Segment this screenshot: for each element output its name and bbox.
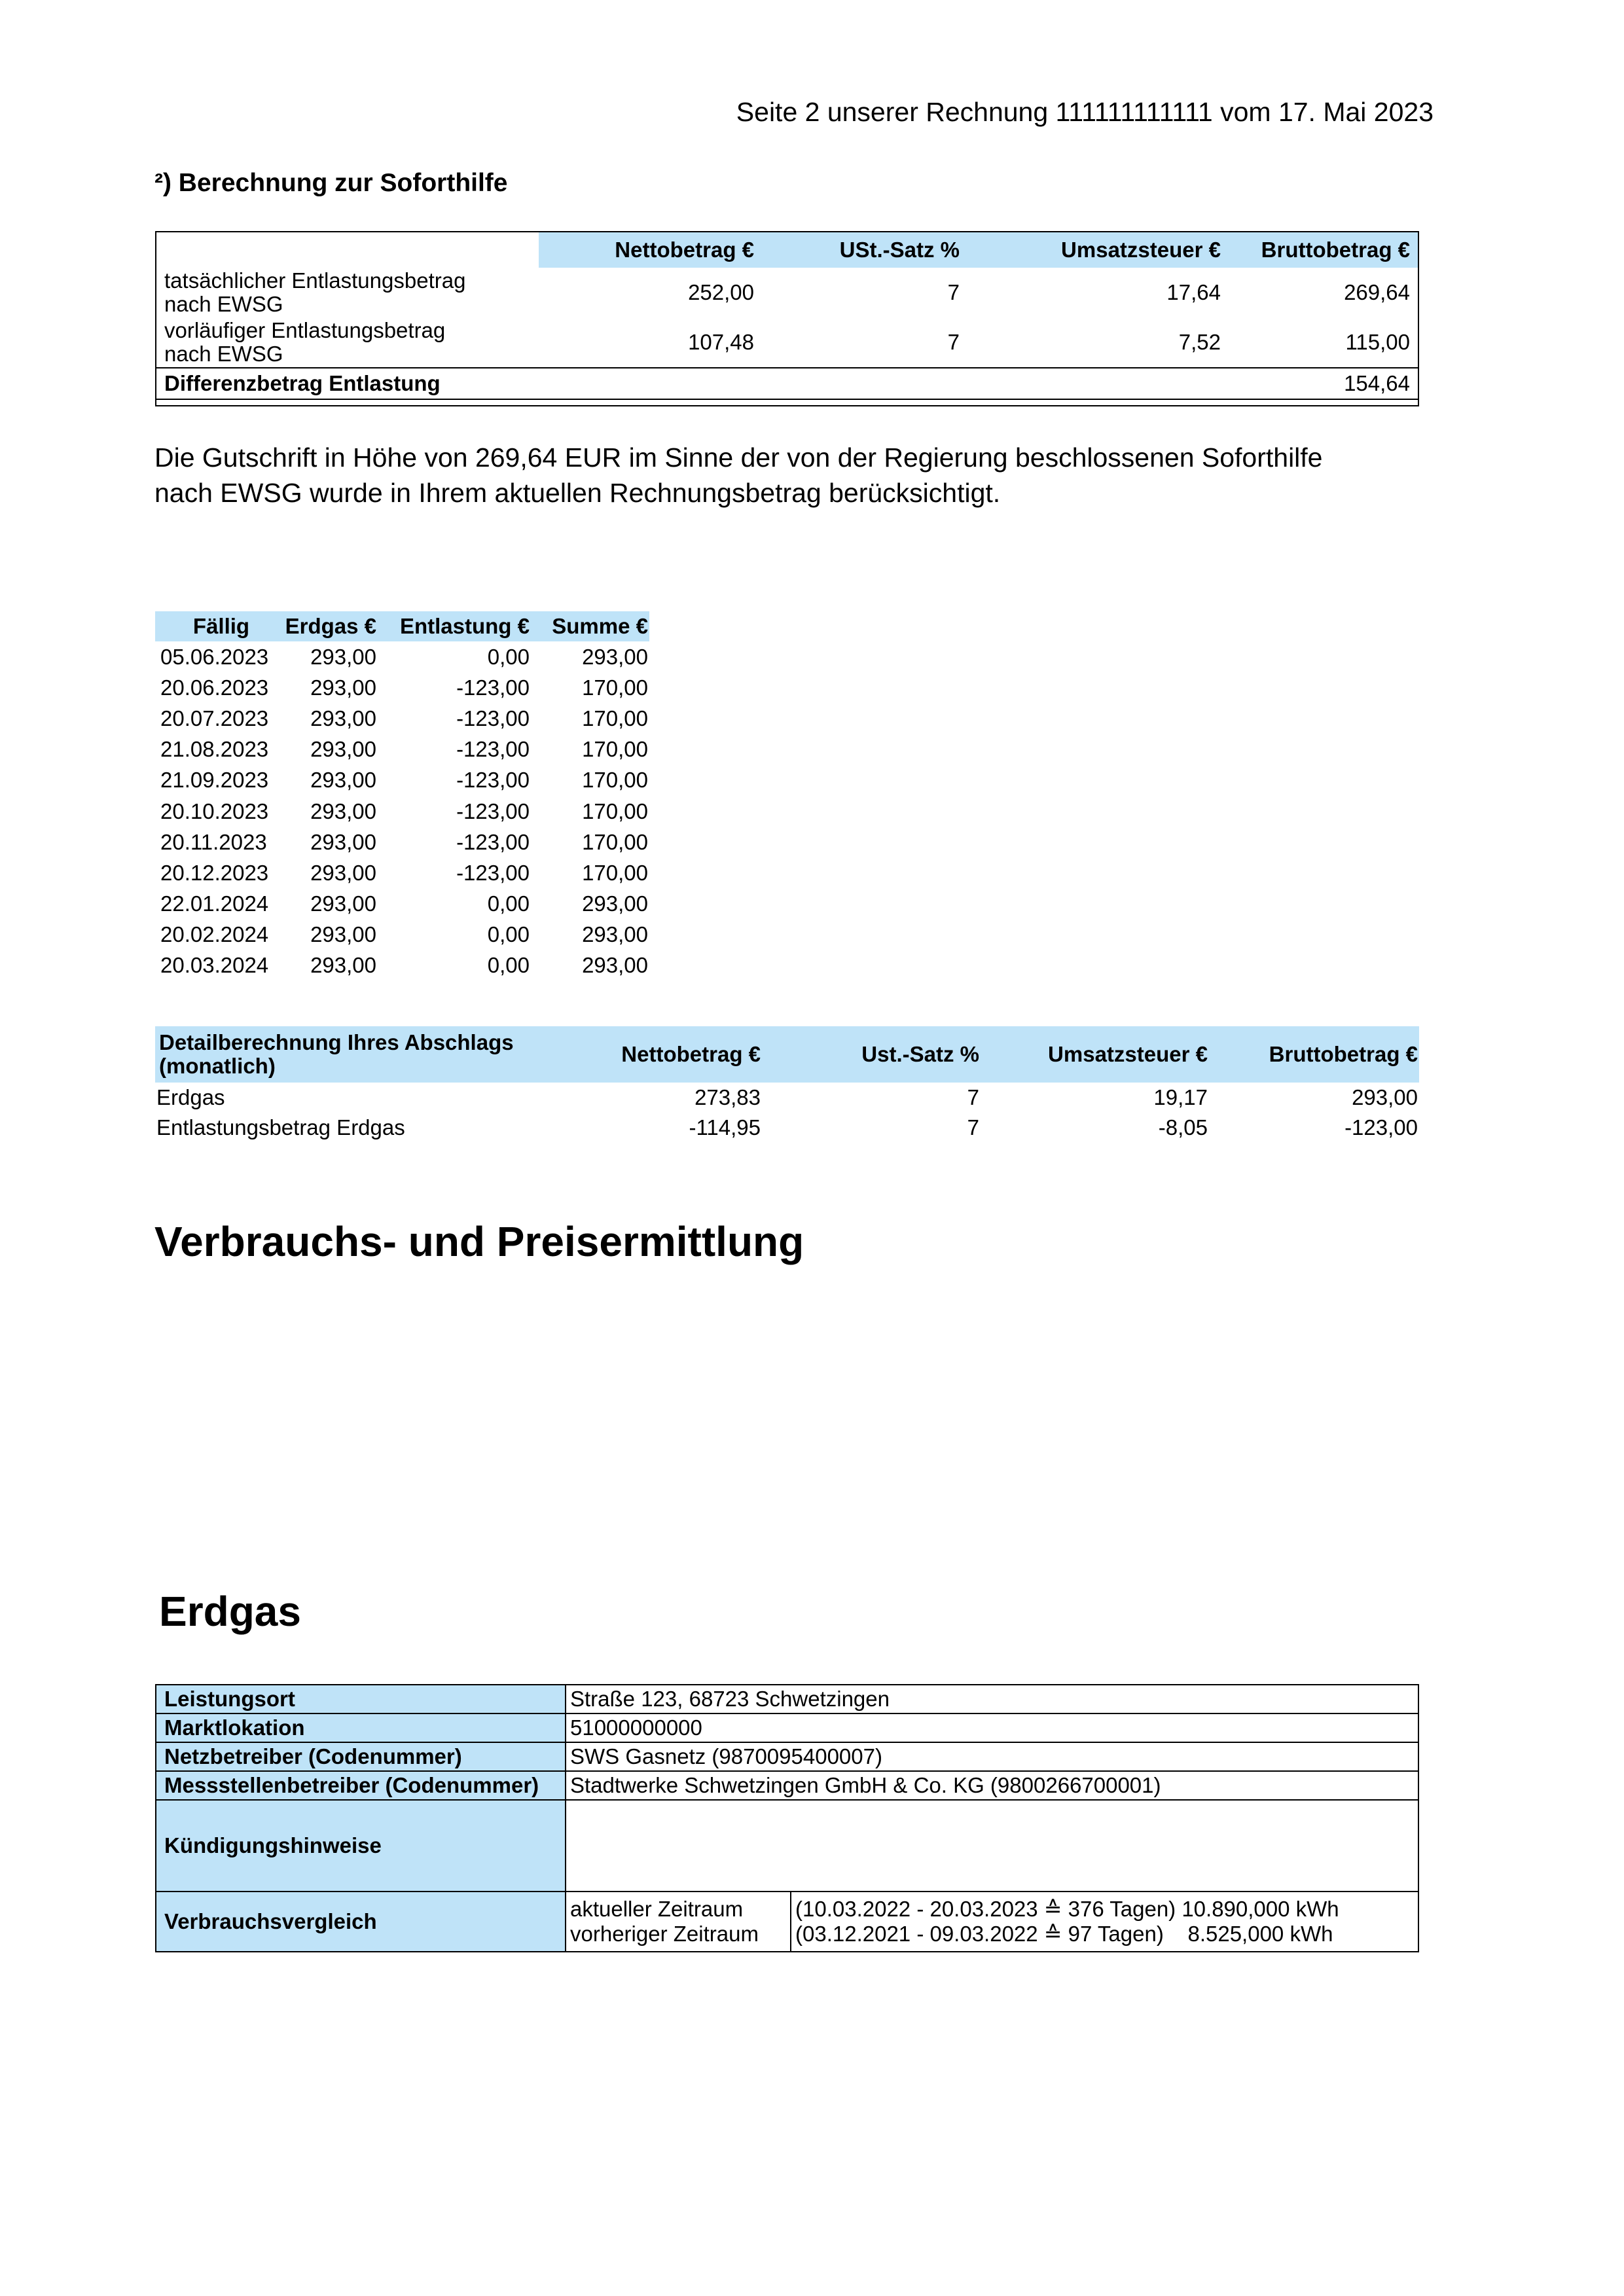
schedule-relief: 0,00: [487, 953, 530, 978]
schedule-row: [155, 796, 649, 827]
relief-row: [156, 268, 1418, 317]
netzbetreiber-value: SWS Gasnetz (9870095400007): [566, 1742, 1418, 1771]
schedule-sum: 293,00: [582, 953, 648, 978]
schedule-row: [155, 641, 649, 672]
leistungsort-value: Straße 123, 68723 Schwetzingen: [566, 1685, 1418, 1713]
info-row-messstellenbetreiber: [156, 1771, 1418, 1800]
schedule-due: 21.08.2023: [160, 737, 269, 762]
detail-header-tax: Umsatzsteuer €: [981, 1026, 1209, 1083]
schedule-gas: 293,00: [310, 922, 376, 947]
schedule-sum: 170,00: [582, 675, 648, 700]
messstellenbetreiber-value: Stadtwerke Schwetzingen GmbH & Co. KG (9800266700001): [566, 1771, 1418, 1800]
relief-header-rate: USt.-Satz %: [762, 232, 967, 268]
schedule-due: 20.12.2023: [160, 860, 269, 885]
schedule-header-row: [155, 611, 649, 641]
schedule-relief: -123,00: [456, 829, 530, 854]
schedule-relief: 0,00: [487, 644, 530, 669]
supply-info-table: [155, 1684, 1419, 1952]
schedule-sum: 170,00: [582, 706, 648, 730]
schedule-relief: 0,00: [487, 891, 530, 916]
info-row-verbrauchsvergleich: [156, 1892, 1418, 1952]
schedule-gas: 293,00: [310, 860, 376, 885]
schedule-due: 05.06.2023: [160, 644, 269, 669]
schedule-relief: -123,00: [456, 768, 530, 793]
schedule-header-gas: Erdgas €: [283, 611, 378, 641]
netzbetreiber-label: Netzbetreiber (Codenummer): [156, 1742, 566, 1771]
relief-header-row: [156, 232, 1418, 268]
detail-gross: -123,00: [1344, 1115, 1418, 1139]
schedule-sum: 170,00: [582, 737, 648, 762]
schedule-due: 22.01.2024: [160, 891, 269, 916]
schedule-due: 20.11.2023: [160, 829, 267, 854]
schedule-due: 21.09.2023: [160, 768, 269, 793]
schedule-row: [155, 857, 649, 888]
relief-diff-value: 154,64: [1229, 368, 1418, 399]
verbrauchsvergleich-label: Verbrauchsvergleich: [156, 1892, 566, 1952]
schedule-row: [155, 765, 649, 796]
schedule-gas: 293,00: [310, 953, 376, 978]
schedule-sum: 293,00: [582, 644, 648, 669]
detail-label: Entlastungsbetrag Erdgas: [156, 1115, 405, 1139]
relief-row-net: 252,00: [688, 280, 754, 304]
relief-row-rate: 7: [947, 330, 960, 354]
schedule-row: [155, 703, 649, 734]
detail-tax: -8,05: [1158, 1115, 1208, 1139]
schedule-gas: 293,00: [310, 891, 376, 916]
detail-net: 273,83: [695, 1085, 761, 1109]
schedule-gas: 293,00: [310, 768, 376, 793]
schedule-row: [155, 827, 649, 857]
detail-header-net: Nettobetrag €: [527, 1026, 762, 1083]
relief-row-rate: 7: [947, 280, 960, 304]
credit-note-line1: Die Gutschrift in Höhe von 269,64 EUR im Sinne der von der Regierung beschlossenen Soforthilfe: [154, 442, 1323, 473]
relief-row-label-line1: vorläufiger Entlastungsbetrag: [164, 318, 446, 342]
relief-row-tax: 7,52: [1178, 330, 1221, 354]
info-row-kuendigung: [156, 1800, 1418, 1892]
relief-row-label: [156, 317, 539, 368]
credit-note: [154, 440, 1437, 511]
period-values: [791, 1892, 1418, 1952]
info-row-netzbetreiber: [156, 1742, 1418, 1771]
relief-row-tax: 17,64: [1166, 280, 1221, 304]
relief-row-gross: 115,00: [1345, 330, 1410, 354]
detail-row: [155, 1113, 1419, 1143]
schedule-relief: -123,00: [456, 706, 530, 730]
detail-rate: 7: [967, 1085, 979, 1109]
kuendigung-value: [566, 1800, 1418, 1892]
schedule-due: 20.06.2023: [160, 675, 269, 700]
schedule-row: [155, 889, 649, 920]
detail-header-title: [155, 1026, 527, 1083]
info-row-leistungsort: [156, 1685, 1418, 1713]
detail-header-gross: Bruttobetrag €: [1209, 1026, 1419, 1083]
relief-row-label: [156, 268, 539, 317]
schedule-row: [155, 734, 649, 765]
schedule-header-due: Fällig: [155, 611, 283, 641]
relief-tail-cell: [156, 399, 1418, 406]
relief-calculation-table: [155, 231, 1419, 406]
detail-header-rate: Ust.-Satz %: [762, 1026, 981, 1083]
current-period-label: aktueller Zeitraum: [570, 1897, 744, 1921]
schedule-relief: -123,00: [456, 798, 530, 823]
schedule-sum: 170,00: [582, 829, 648, 854]
previous-period-label: vorheriger Zeitraum: [570, 1922, 759, 1946]
detail-rate: 7: [967, 1115, 979, 1139]
detail-tax: 19,17: [1153, 1085, 1208, 1109]
section-title: ²) Berechnung zur Soforthilfe: [154, 169, 508, 197]
detail-row: [155, 1083, 1419, 1113]
schedule-sum: 293,00: [582, 891, 648, 916]
schedule-gas: 293,00: [310, 829, 376, 854]
detail-header-row: [155, 1026, 1419, 1083]
relief-row-label-line1: tatsächlicher Entlastungsbetrag: [164, 268, 466, 293]
relief-header-tax: Umsatzsteuer €: [967, 232, 1229, 268]
relief-header-blank: [156, 232, 539, 268]
schedule-row: [155, 950, 649, 981]
schedule-due: 20.10.2023: [160, 798, 269, 823]
schedule-sum: 293,00: [582, 922, 648, 947]
schedule-relief: -123,00: [456, 860, 530, 885]
schedule-gas: 293,00: [310, 737, 376, 762]
schedule-sum: 170,00: [582, 768, 648, 793]
schedule-gas: 293,00: [310, 706, 376, 730]
relief-diff-label: Differenzbetrag Entlastung: [156, 368, 1229, 399]
installment-detail-table: [155, 1026, 1419, 1143]
detail-header-line1: Detailberechnung Ihres Abschlags: [159, 1030, 514, 1054]
relief-header-net: Nettobetrag €: [539, 232, 762, 268]
schedule-header-relief: Entlastung €: [378, 611, 531, 641]
relief-row: [156, 317, 1418, 368]
relief-header-gross: Bruttobetrag €: [1229, 232, 1418, 268]
schedule-header-sum: Summe €: [531, 611, 649, 641]
schedule-row: [155, 672, 649, 703]
relief-row-label-line2: nach EWSG: [164, 292, 283, 316]
schedule-gas: 293,00: [310, 675, 376, 700]
schedule-due: 20.07.2023: [160, 706, 269, 730]
payment-schedule-table: [155, 611, 649, 981]
leistungsort-label: Leistungsort: [156, 1685, 566, 1713]
detail-header-line2: (monatlich): [159, 1054, 276, 1078]
period-labels: [566, 1892, 791, 1952]
schedule-gas: 293,00: [310, 644, 376, 669]
schedule-row: [155, 920, 649, 950]
detail-net: -114,95: [689, 1115, 761, 1139]
detail-label: Erdgas: [156, 1085, 225, 1109]
schedule-sum: 170,00: [582, 798, 648, 823]
relief-row-gross: 269,64: [1344, 280, 1410, 304]
schedule-relief: -123,00: [456, 737, 530, 762]
detail-gross: 293,00: [1352, 1085, 1418, 1109]
credit-note-line2: nach EWSG wurde in Ihrem aktuellen Rechnungsbetrag berücksichtigt.: [154, 478, 1001, 508]
marktlokation-label: Marktlokation: [156, 1713, 566, 1742]
relief-row-net: 107,48: [688, 330, 754, 354]
marktlokation-value: 51000000000: [566, 1713, 1418, 1742]
erdgas-heading: Erdgas: [159, 1588, 301, 1635]
schedule-gas: 293,00: [310, 798, 376, 823]
info-row-marktlokation: [156, 1713, 1418, 1742]
schedule-relief: -123,00: [456, 675, 530, 700]
page-header: Seite 2 unserer Rechnung 111111111111 vom 17. Mai 2023: [736, 97, 1434, 127]
relief-diff-row: [156, 368, 1418, 399]
relief-row-label-line2: nach EWSG: [164, 342, 283, 366]
schedule-sum: 170,00: [582, 860, 648, 885]
schedule-due: 20.03.2024: [160, 953, 269, 978]
schedule-due: 20.02.2024: [160, 922, 269, 947]
main-heading: Verbrauchs- und Preisermittlung: [154, 1218, 804, 1265]
messstellenbetreiber-label: Messstellenbetreiber (Codenummer): [156, 1771, 566, 1800]
relief-tail-row: [156, 399, 1418, 406]
kuendigung-label: Kündigungshinweise: [156, 1800, 566, 1892]
schedule-relief: 0,00: [487, 922, 530, 947]
previous-period-value: (03.12.2021 - 09.03.2022 ≙ 97 Tagen) 8.525,000 kWh: [795, 1922, 1333, 1946]
current-period-value: (10.03.2022 - 20.03.2023 ≙ 376 Tagen) 10.890,000 kWh: [795, 1897, 1339, 1921]
